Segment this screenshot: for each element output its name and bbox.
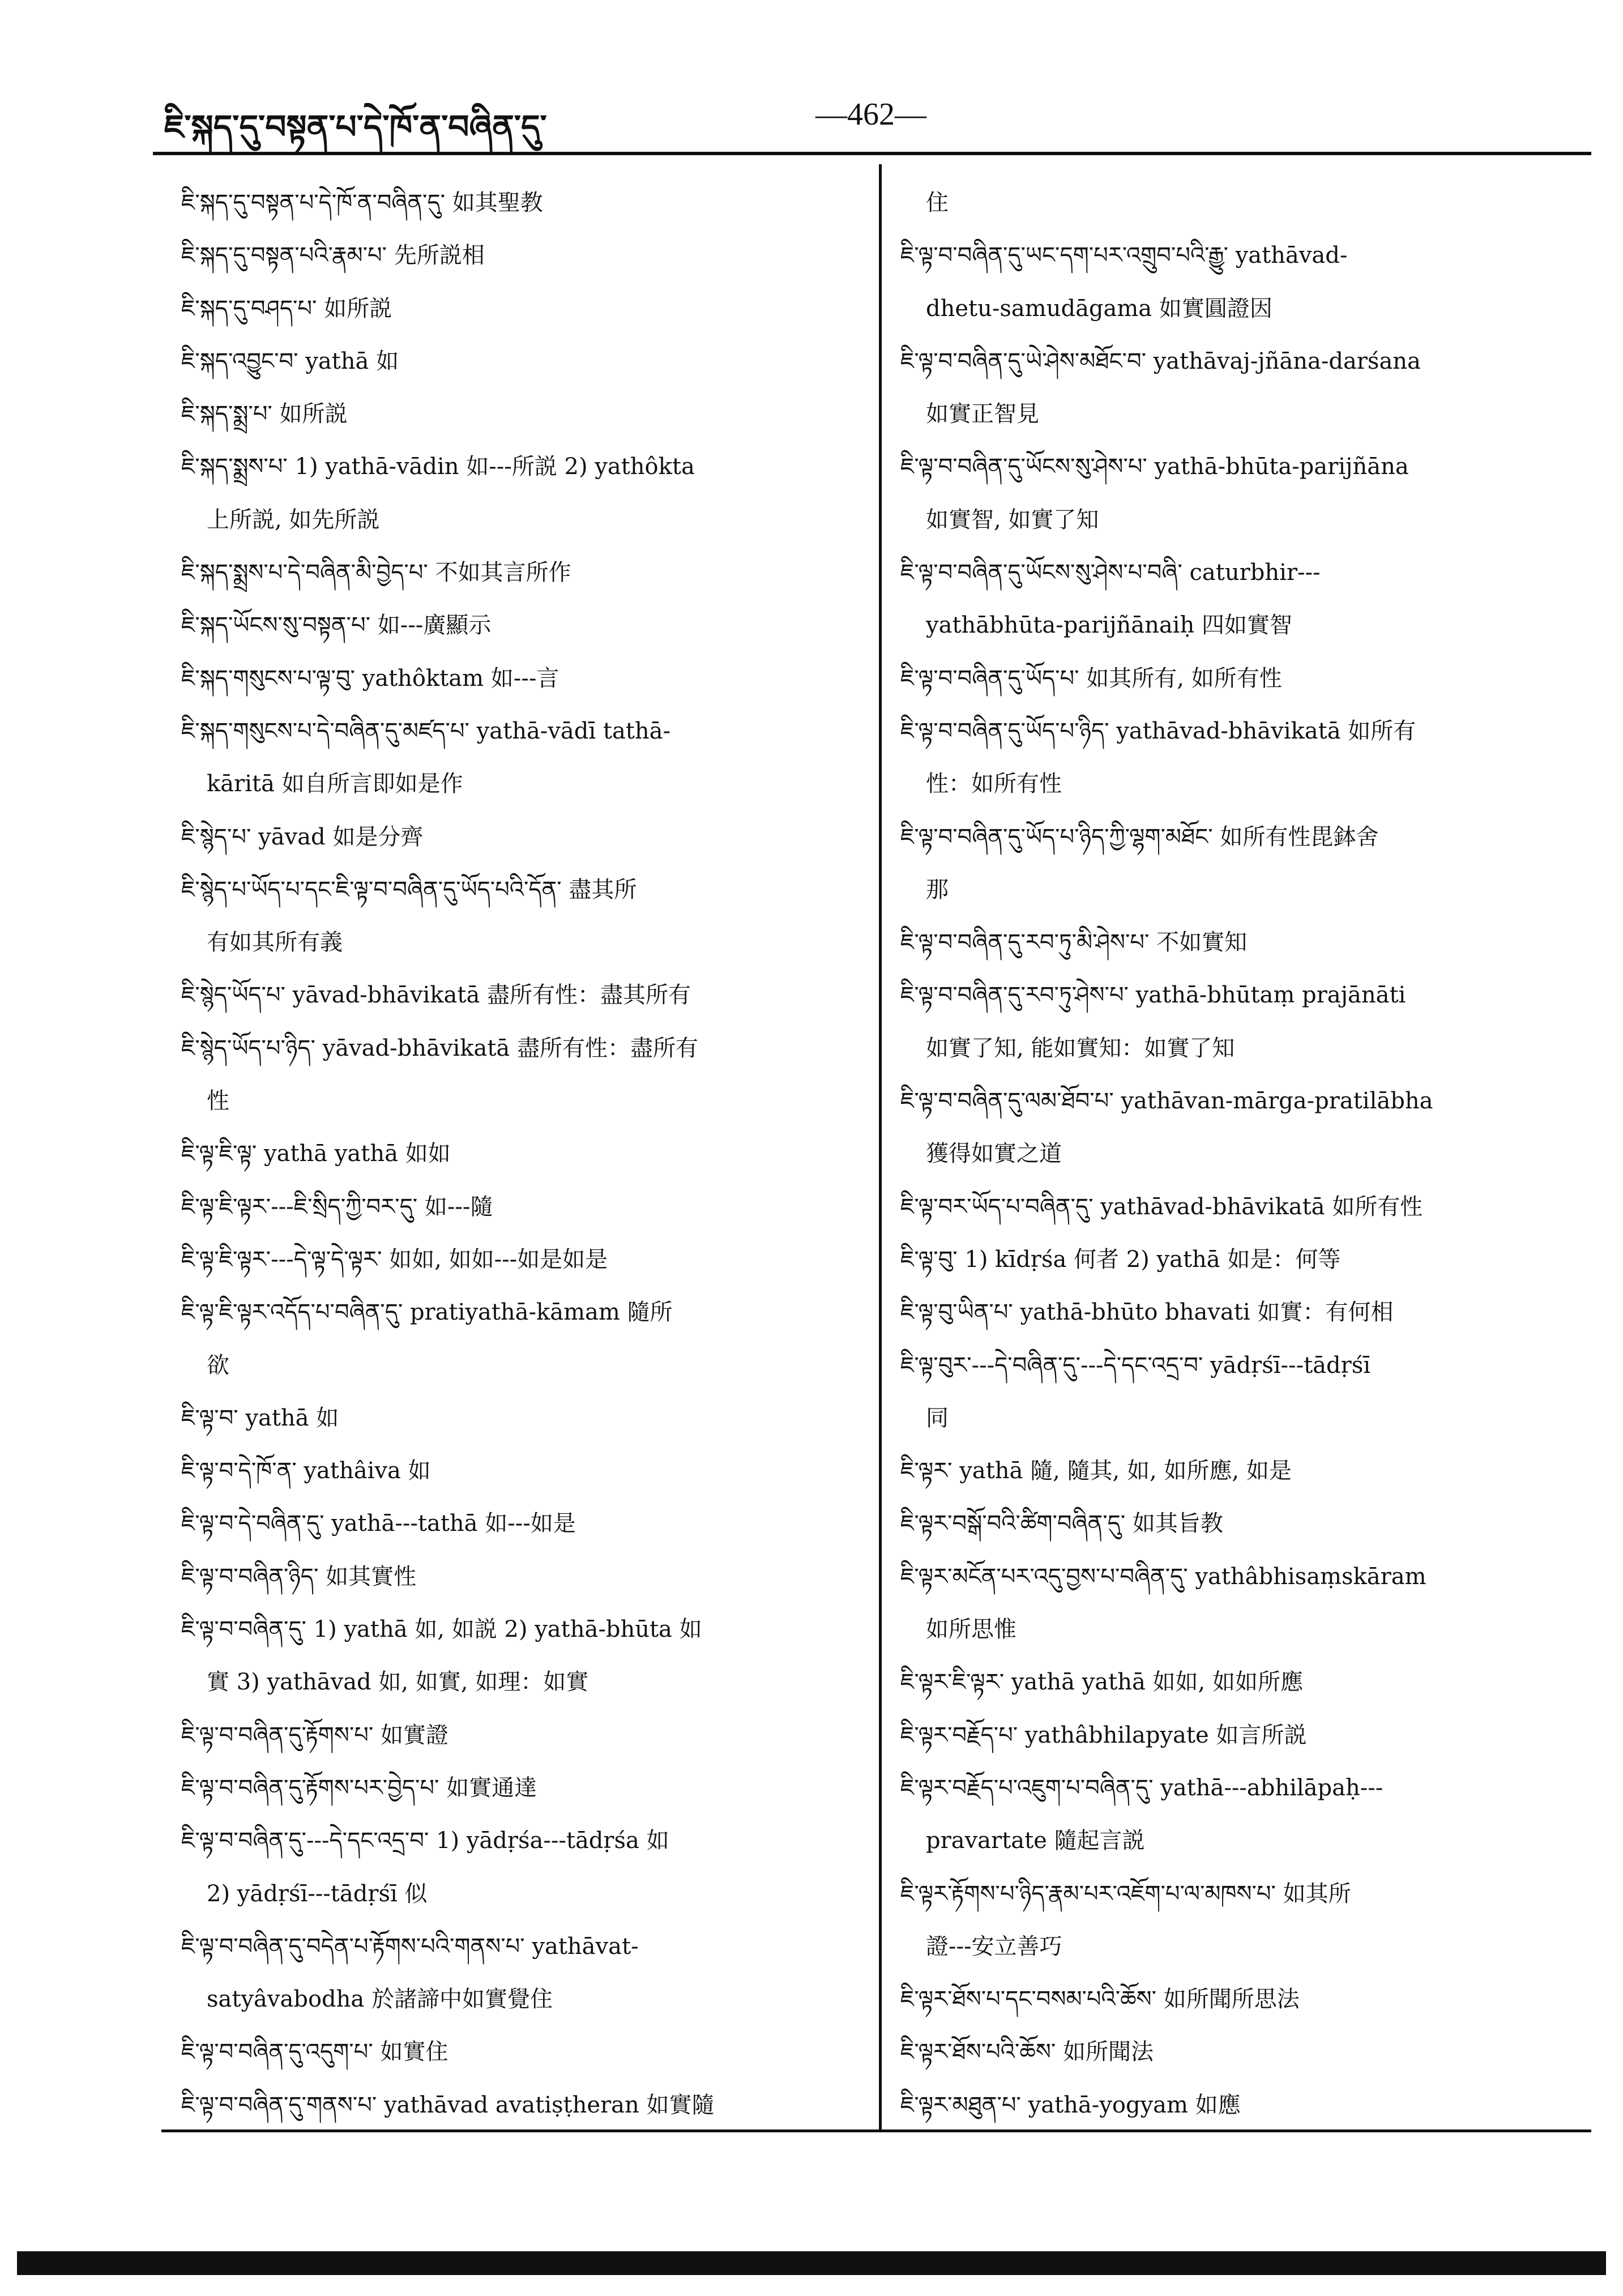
dictionary-entry: ཇི་ལྟ་བ་བཞིན་དུ་ 1) yathā 如, 如説 2) yathā-bhūta 如 [181,1616,702,1643]
entry-continuation: 那 [926,876,949,903]
dictionary-entry: ཇི་ལྟར་ཐོས་པའི་ཆོས་ 如所聞法 [900,2039,1154,2065]
dictionary-entry: ཇི་ལྟ་བ་བཞིན་དུ་འདུག་པ་ 如實住 [181,2039,449,2065]
entry-continuation: kāritā 如自所言即如是作 [207,771,463,797]
dictionary-entry: ཇི་ལྟར་མཐུན་པ་ yathā-yogyam 如應 [900,2092,1241,2118]
dictionary-entry: ཇི་ལྟ་བ་དེ་བཞིན་དུ་ yathā---tathā 如---如是 [181,1510,576,1537]
page-number: —462— [815,97,926,132]
entry-continuation: 性：如所有性 [926,771,1062,797]
dictionary-entry: ཇི་སྐད་དུ་བསྟན་པའི་རྣམ་པ་ 先所説相 [181,242,485,269]
entry-continuation: dhetu-samudāgama 如實圓證因 [926,295,1272,322]
entry-continuation: 住 [926,190,949,216]
dictionary-entry: ཇི་ལྟ་བ་བཞིན་ཉིད་ 如其實性 [181,1563,417,1590]
entry-continuation: 如實了知, 能如實知：如實了知 [926,1035,1235,1061]
dictionary-entry: ཇི་སྐད་སྨྲ་པ་ 如所説 [181,401,348,428]
dictionary-entry: ཇི་ལྟ་བ་བཞིན་དུ་ཡོད་པ་ 如其所有, 如所有性 [900,665,1282,692]
dictionary-entry: ཇི་ལྟར་མངོན་པར་འདུ་བྱས་པ་བཞིན་དུ་ yathâbhisaṃskāram [900,1563,1426,1590]
dictionary-entry: ཇི་ལྟ་བ་བཞིན་དུ་རྟོགས་པར་བྱེད་པ་ 如實通達 [181,1774,537,1801]
right-column [900,177,1574,2132]
dictionary-entry: ཇི་ལྟ་བ་བཞིན་དུ་ཡོད་པ་ཉིད་ཀྱི་ལྷག་མཐོང་ 如所有性毘鉢舍 [900,823,1379,850]
dictionary-entry: ཇི་ལྟ་བ་བཞིན་དུ་---དེ་དང་འདྲ་བ་ 1) yādṛśa---tādṛśa 如 [181,1828,669,1854]
dictionary-entry: ཇི་ལྟ་བར་ཡོད་པ་བཞིན་དུ་ yathāvad-bhāvikatā 如所有性 [900,1193,1423,1220]
entry-continuation: 欲 [207,1352,229,1379]
entry-continuation: 上所説, 如先所説 [207,506,380,533]
dictionary-entry: ཇི་སྐད་དུ་བཤད་པ་ 如所説 [181,295,392,322]
dictionary-entry: ཇི་ལྟར་བརྗོད་པ་ yathâbhilapyate 如言所説 [900,1722,1307,1748]
entry-continuation: 獲得如實之道 [926,1141,1062,1167]
dictionary-entry: ཇི་ལྟ་བ་བཞིན་དུ་རབ་ཏུ་ཤེས་པ་ yathā-bhūtaṃ prajānāti [900,982,1406,1009]
dictionary-entry: ཇི་སྐད་སྨྲས་པ་ 1) yathā-vādin 如---所説 2) yathôkta [181,454,695,480]
dictionary-entry: ཇི་སྙེད་པ་ yāvad 如是分齊 [181,823,424,850]
dictionary-entry: ཇི་ལྟར་ yathā 隨, 隨其, 如, 如所應, 如是 [900,1458,1292,1484]
entry-continuation: pravartate 隨起言説 [926,1828,1145,1854]
dictionary-entry: ཇི་ལྟར་ཐོས་པ་དང་བསམ་པའི་ཆོས་ 如所聞所思法 [900,1986,1300,2013]
entry-continuation: 性 [207,1088,229,1115]
dictionary-entry: ཇི་ལྟ་བུ་ 1) kīdṛśa 何者 2) yathā 如是：何等 [900,1246,1341,1273]
dictionary-entry: ཇི་སྐད་དུ་བསྟན་པ་དེ་ཁོ་ན་བཞིན་དུ་ 如其聖教 [181,190,543,216]
running-header: ཇི་སྐད་དུ་བསྟན་པ་དེ་ཁོ་ན་བཞིན་དུ་ [164,108,547,146]
dictionary-entry: ཇི་ལྟ་བུར་---དེ་བཞིན་དུ་---དེ་དང་འདྲ་བ་ yādṛśī---tādṛśī [900,1352,1371,1379]
entry-continuation: satyâvabodha 於諸諦中如實覺住 [207,1986,553,2013]
dictionary-entry: ཇི་སྐད་གསུངས་པ་དེ་བཞིན་དུ་མཛད་པ་ yathā-vādī tathā- [181,718,670,744]
dictionary-entry: ཇི་ལྟ་ཇི་ལྟར་---དེ་ལྟ་དེ་ལྟར་ 如如, 如如---如是如是 [181,1246,608,1273]
dictionary-entry: ཇི་ལྟ་ཇི་ལྟར་འདོད་པ་བཞིན་དུ་ pratiyathā-kāmam 隨所 [181,1299,673,1326]
dictionary-entry: ཇི་ལྟ་བ་བཞིན་དུ་གནས་པ་ yathāvad avatiṣṭheran 如實隨 [181,2092,715,2118]
dictionary-entry: ཇི་ལྟར་བརྗོད་པ་འཇུག་པ་བཞིན་དུ་ yathā---abhilāpaḥ--- [900,1774,1383,1801]
dictionary-entry: ཇི་ལྟ་བ་ yathā 如 [181,1405,339,1431]
dictionary-entry: ཇི་ལྟ་བ་བཞིན་དུ་རབ་ཏུ་མི་ཤེས་པ་ 不如實知 [900,929,1248,956]
header-rule [153,152,1591,155]
entry-continuation: 如實智, 如實了知 [926,506,1099,533]
footer-rule [161,2129,1591,2132]
dictionary-entry: ཇི་ལྟ་བ་བཞིན་དུ་ཡེ་ཤེས་མཐོང་བ་ yathāvaj-jñāna-darśana [900,348,1421,374]
dictionary-entry: ཇི་ལྟ་བ་བཞིན་དུ་རྟོགས་པ་ 如實證 [181,1722,449,1748]
entry-continuation: yathābhūta-parijñānaiḥ 四如實智 [926,612,1292,639]
entry-continuation: 如實正智見 [926,401,1039,428]
entry-continuation: 實 3) yathāvad 如, 如實, 如理：如實 [207,1669,589,1696]
dictionary-entry: ཇི་ལྟར་བསྒོ་བའི་ཚིག་བཞིན་དུ་ 如其旨教 [900,1510,1223,1537]
dictionary-entry: ཇི་ལྟ་བ་བཞིན་དུ་ལམ་ཐོབ་པ་ yathāvan-mārga-pratilābha [900,1088,1433,1115]
dictionary-entry: ཇི་སྐད་ཡོངས་སུ་བསྟན་པ་ 如---廣顯示 [181,612,492,639]
entry-continuation: 有如其所有義 [207,929,343,956]
entry-continuation: 如所思惟 [926,1616,1016,1643]
dictionary-entry: ཇི་སྐད་གསུངས་པ་ལྟ་བུ་ yathôktam 如---言 [181,665,559,692]
dictionary-entry: ཇི་སྐད་སྨྲས་པ་དེ་བཞིན་མི་བྱེད་པ་ 不如其言所作 [181,560,571,586]
dictionary-entry: ཇི་སྙེད་ཡོད་པ་ yāvad-bhāvikatā 盡所有性：盡其所有 [181,982,691,1009]
dictionary-entry: ཇི་སྙེད་ཡོད་པ་ཉིད་ yāvad-bhāvikatā 盡所有性：盡所有 [181,1035,698,1061]
scan-edge-band [17,2251,1606,2275]
column-divider [879,164,882,2129]
dictionary-entry: ཇི་ལྟ་བ་བཞིན་དུ་ཡོད་པ་ཉིད་ yathāvad-bhāvikatā 如所有 [900,718,1416,744]
dictionary-entry: ཇི་ལྟར་རྟོགས་པ་ཉིད་རྣམ་པར་འཇོག་པ་ལ་མཁས་པ་ 如其所 [900,1880,1351,1907]
entry-continuation: 同 [926,1405,949,1431]
dictionary-entry: ཇི་ལྟ་བ་བཞིན་དུ་ཡོངས་སུ་ཤེས་པ་བཞི་ caturbhir--- [900,560,1321,586]
dictionary-entry: ཇི་ལྟ་ཇི་ལྟ་ yathā yathā 如如 [181,1141,451,1167]
dictionary-entry: ཇི་ལྟ་བ་བཞིན་དུ་བདེན་པ་རྟོགས་པའི་གནས་པ་ yathāvat- [181,1933,639,1960]
left-column [181,177,861,2132]
dictionary-entry: ཇི་ལྟར་ཇི་ལྟར་ yathā yathā 如如, 如如所應 [900,1669,1303,1696]
dictionary-entry: ཇི་ལྟ་བུ་ཡིན་པ་ yathā-bhūto bhavati 如實：有何相 [900,1299,1394,1326]
dictionary-entry: ཇི་ལྟ་ཇི་ལྟར་---ཇི་སྲིད་ཀྱི་བར་དུ་ 如---隨 [181,1193,493,1220]
dictionary-entry: ཇི་སྙེད་པ་ཡོད་པ་དང་ཇི་ལྟ་བ་བཞིན་དུ་ཡོད་པའི་དོན་ 盡其所 [181,876,637,903]
dictionary-entry: ཇི་ལྟ་བ་དེ་ཁོ་ན་ yathâiva 如 [181,1458,431,1484]
entry-continuation: 證---安立善巧 [926,1933,1062,1960]
entry-continuation: 2) yādṛśī---tādṛśī 似 [207,1880,428,1907]
dictionary-entry: ཇི་ལྟ་བ་བཞིན་དུ་ཡང་དག་པར་འགྲུབ་པའི་རྒྱུ་ yathāvad- [900,242,1348,269]
dictionary-entry: ཇི་ལྟ་བ་བཞིན་དུ་ཡོངས་སུ་ཤེས་པ་ yathā-bhūta-parijñāna [900,454,1409,480]
dictionary-entry: ཇི་སྐད་འབྱུང་བ་ yathā 如 [181,348,399,374]
